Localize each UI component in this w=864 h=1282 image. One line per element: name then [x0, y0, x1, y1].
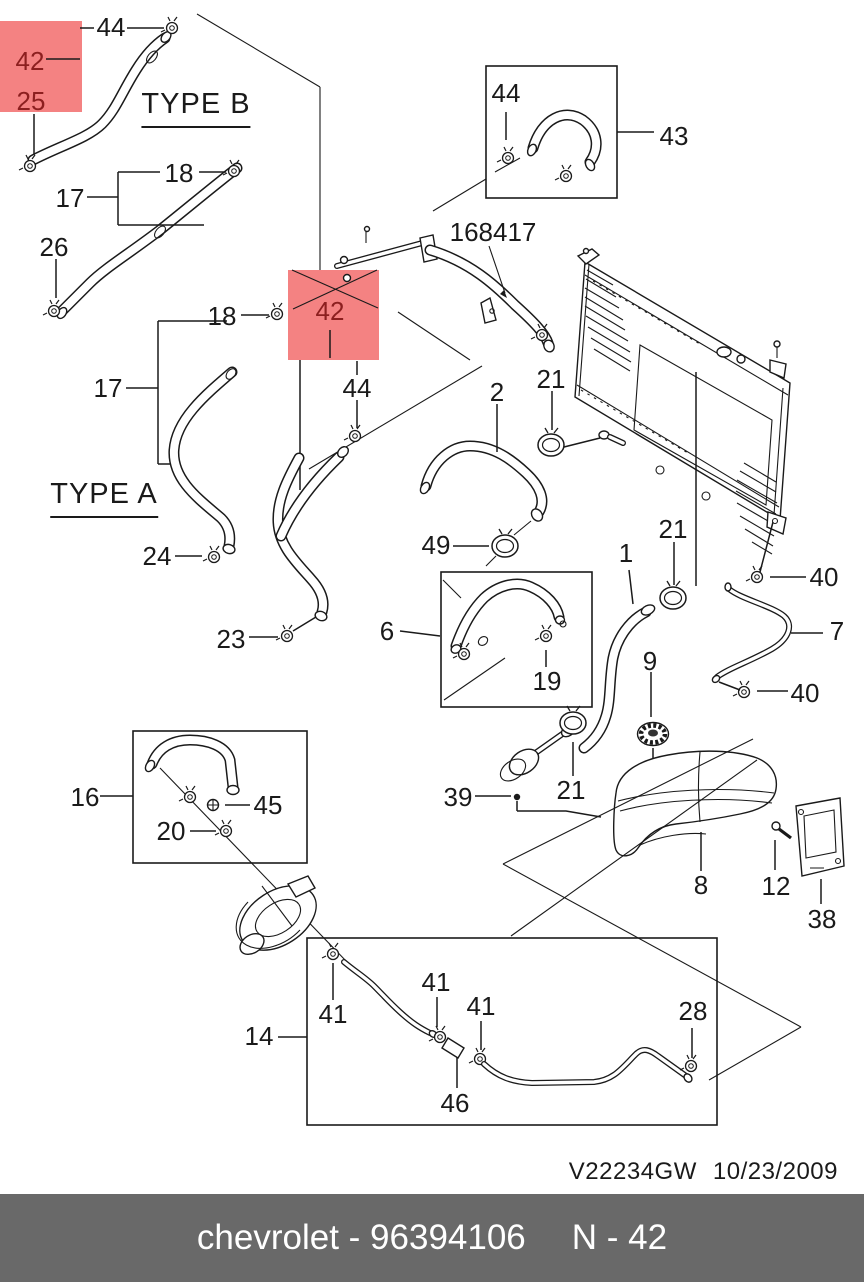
callout-7: 7 — [829, 616, 845, 646]
box-16 — [100, 731, 347, 962]
callout-28: 28 — [678, 996, 708, 1026]
callout-44-box43: 44 — [491, 78, 521, 108]
callout-45: 45 — [253, 790, 283, 820]
callout-25-highlight: 25 — [16, 86, 46, 116]
part-ref-168417: 168417 — [449, 217, 537, 247]
callout-41-2: 41 — [421, 967, 451, 997]
callout-41-3: 41 — [466, 991, 496, 1021]
callout-17-typeb: 17 — [55, 183, 85, 213]
callout-24: 24 — [142, 541, 172, 571]
callout-18-typea: 18 — [207, 301, 237, 331]
throttle-body — [228, 872, 328, 963]
callout-42-highlight-center: 42 — [315, 296, 345, 326]
callout-38: 38 — [807, 904, 837, 934]
section-label-type-a: TYPE A — [50, 480, 158, 518]
callout-21-thermostat: 21 — [556, 775, 586, 805]
callout-8: 8 — [693, 870, 709, 900]
callout-6: 6 — [379, 616, 395, 646]
callout-20: 20 — [156, 816, 186, 846]
callout-19: 19 — [532, 666, 562, 696]
callout-42-highlight-top: 42 — [15, 46, 45, 76]
callout-21-hose2: 21 — [536, 364, 566, 394]
callout-18-typeb: 18 — [164, 158, 194, 188]
callout-9: 9 — [642, 646, 658, 676]
bolt-12 — [772, 822, 791, 870]
callout-1: 1 — [618, 538, 634, 568]
callout-14: 14 — [244, 1021, 274, 1051]
callout-49: 49 — [421, 530, 451, 560]
callout-17-typea: 17 — [93, 373, 123, 403]
hose-168417 — [430, 246, 556, 354]
callout-39: 39 — [443, 782, 473, 812]
thermostat-housing — [496, 706, 586, 785]
bracket-38 — [796, 798, 844, 904]
section-label-type-b: TYPE B — [141, 90, 250, 128]
callout-40-bottom: 40 — [790, 678, 820, 708]
typea-hose-17 — [126, 321, 238, 563]
callout-16: 16 — [70, 782, 100, 812]
callout-41-1: 41 — [318, 999, 348, 1029]
callout-21-radiator: 21 — [658, 514, 688, 544]
callout-43: 43 — [659, 121, 689, 151]
callout-40-top: 40 — [809, 562, 839, 592]
callout-23: 23 — [216, 624, 246, 654]
hose-1 — [584, 538, 686, 748]
callout-44-mid: 44 — [342, 373, 372, 403]
callout-2: 2 — [489, 377, 505, 407]
footer-page-ref: N - 42 — [571, 1218, 668, 1257]
reservoir-tank — [614, 751, 777, 871]
box-43 — [433, 66, 654, 211]
callout-44-top: 44 — [96, 12, 126, 42]
doc-date: 10/23/2009 — [712, 1158, 838, 1185]
box-6 — [400, 572, 592, 707]
footer-brand-part: chevrolet - 96394106 — [196, 1218, 526, 1257]
doc-code: V22234GW — [568, 1158, 697, 1185]
callout-12: 12 — [761, 871, 791, 901]
callout-46: 46 — [440, 1088, 470, 1118]
box-14 — [278, 938, 717, 1125]
doc-reference — [569, 1158, 838, 1186]
footer-bar — [0, 1194, 864, 1282]
callout-26: 26 — [39, 232, 69, 262]
